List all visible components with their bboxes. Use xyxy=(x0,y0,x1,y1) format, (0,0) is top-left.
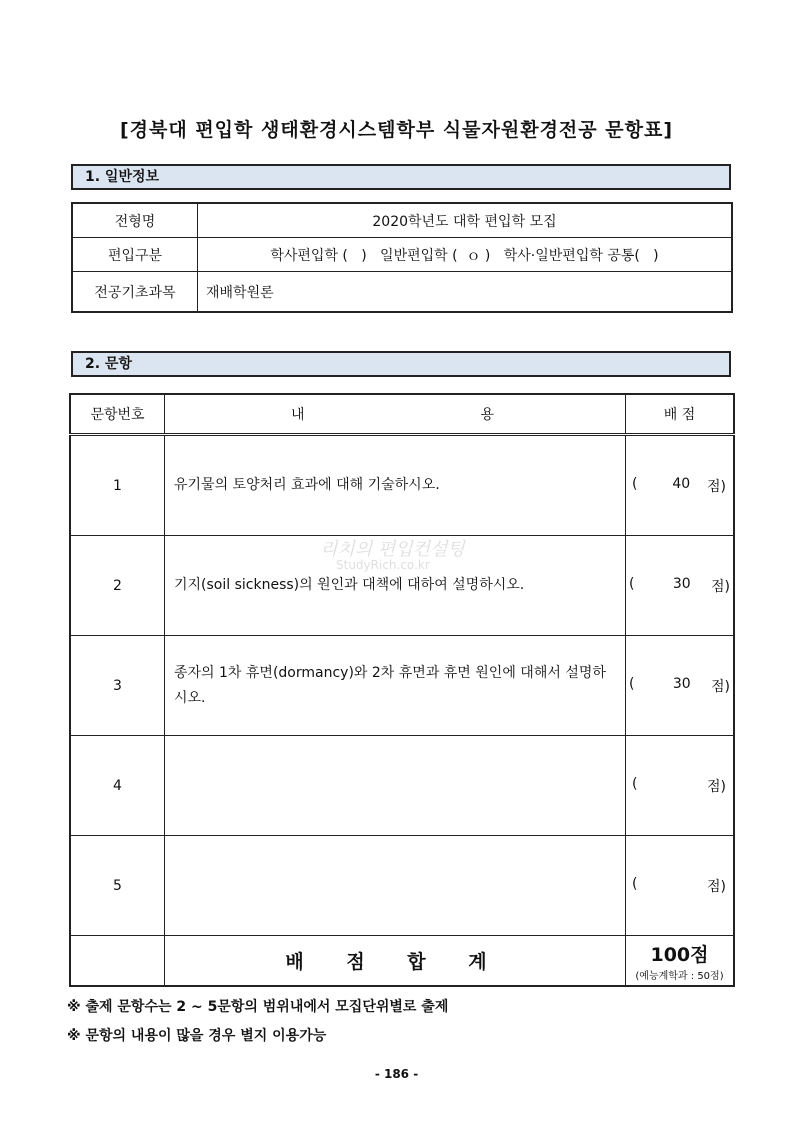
total-score-cell xyxy=(626,936,735,987)
score-unit: 점) xyxy=(707,778,726,795)
info-label: 편입구분 xyxy=(72,238,198,272)
info-row xyxy=(72,238,732,272)
question-number: 2 xyxy=(70,536,165,636)
info-label: 전공기초과목 xyxy=(72,272,198,313)
question-content xyxy=(165,836,626,936)
section-general-info-heading: 1. 일반정보 xyxy=(71,164,731,190)
score-value: 30 xyxy=(672,675,691,692)
question-row xyxy=(70,836,734,936)
info-value: 2020학년도 대학 편입학 모집 xyxy=(198,203,733,238)
question-number: 5 xyxy=(70,836,165,936)
info-value: 학사편입학 ( ) 일반편입학 ( ｏ ) 학사·일반편입학 공통( ) xyxy=(198,238,733,272)
note-item: ※ 문항의 내용이 많을 경우 별지 이용가능 xyxy=(67,1028,327,1044)
score-value: 40 xyxy=(672,475,691,492)
score-open: ( xyxy=(632,775,638,792)
notes xyxy=(67,993,448,1051)
question-score xyxy=(626,836,735,936)
header-num: 문항번호 xyxy=(70,394,165,435)
page-number: - 186 - xyxy=(374,1067,419,1081)
score-value: 30 xyxy=(672,575,691,592)
score-unit: 점) xyxy=(711,678,730,695)
section-questions-heading: 2. 문항 xyxy=(71,351,731,377)
question-row xyxy=(70,736,734,836)
watermark-url: StudyRich.co.kr xyxy=(336,558,430,572)
score-open: ( xyxy=(632,875,638,892)
score-unit: 점) xyxy=(707,878,726,895)
question-content: 기지(soil sickness)의 원인과 대책에 대하여 설명하시오. xyxy=(165,536,626,636)
questions-table xyxy=(69,393,735,987)
score-value xyxy=(637,876,707,896)
info-label: 전형명 xyxy=(72,203,198,238)
document-title: [경북대 편입학 생태환경시스템학부 식물자원환경전공 문항표] xyxy=(119,119,674,141)
general-info-table xyxy=(71,202,733,313)
note-item: ※ 출제 문항수는 2 ~ 5문항의 범위내에서 모집단위별로 출제 xyxy=(67,999,449,1015)
question-content: 유기물의 토양처리 효과에 대해 기술하시오. xyxy=(165,435,626,536)
question-number: 1 xyxy=(70,435,165,536)
total-label: 배 점 합 계 xyxy=(165,936,626,987)
question-score xyxy=(626,536,735,636)
score-value xyxy=(637,776,707,796)
info-row xyxy=(72,203,732,238)
score-unit: 점) xyxy=(707,478,726,495)
watermark-text: 리치의 편입컨설팅 xyxy=(320,539,465,560)
question-number: 3 xyxy=(70,636,165,736)
total-score: 100점 xyxy=(650,943,709,966)
info-value: 재배학원론 xyxy=(198,272,733,313)
header-content xyxy=(165,394,626,435)
question-score xyxy=(626,736,735,836)
score-unit: 점) xyxy=(711,578,730,595)
table-header-row xyxy=(70,394,734,435)
header-content-b: 용 xyxy=(480,407,494,423)
question-content: 종자의 1차 휴면(dormancy)와 2차 휴면과 휴면 원인에 대해서 설명하시오. xyxy=(165,636,626,736)
question-score xyxy=(626,435,735,536)
header-content-a: 내 xyxy=(291,407,305,423)
question-score xyxy=(626,636,735,736)
question-row xyxy=(70,636,734,736)
header-score: 배 점 xyxy=(626,394,735,435)
question-row xyxy=(70,435,734,536)
info-row xyxy=(72,272,732,313)
question-number: 4 xyxy=(70,736,165,836)
total-note: (예능계학과 : 50점) xyxy=(635,970,724,982)
question-content xyxy=(165,736,626,836)
total-row xyxy=(70,936,734,987)
total-empty-cell xyxy=(70,936,165,987)
score-open: ( xyxy=(629,575,635,592)
score-open: ( xyxy=(632,475,638,492)
score-open: ( xyxy=(629,675,635,692)
